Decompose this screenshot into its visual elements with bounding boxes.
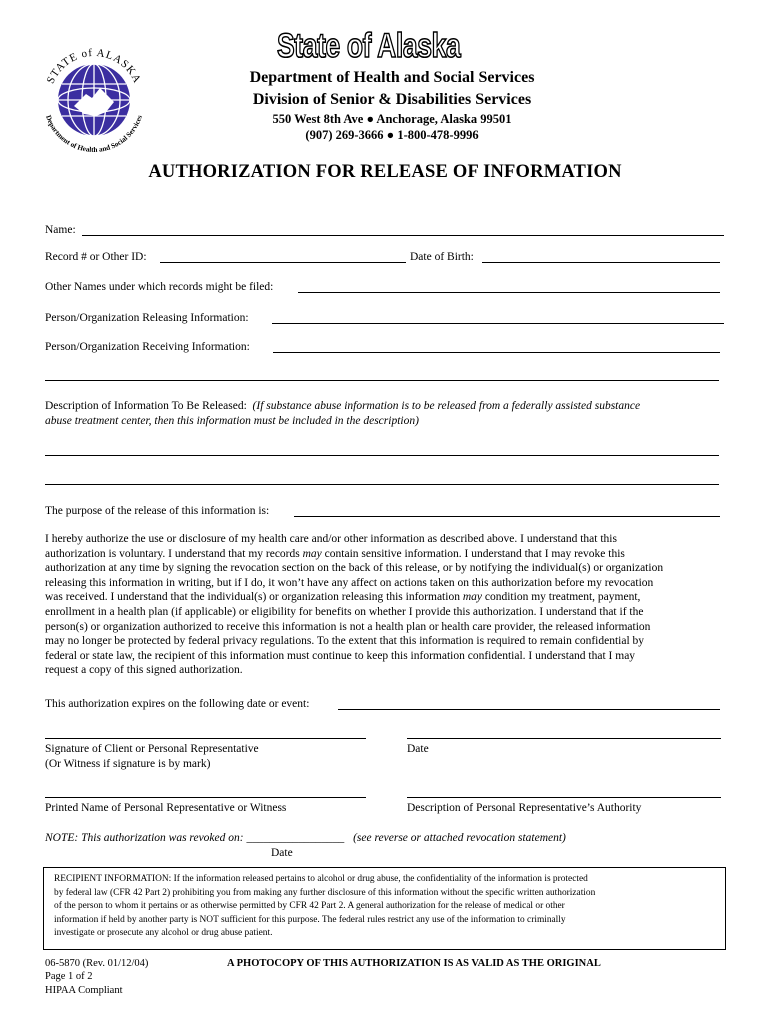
revocation-note: NOTE: This authorization was revoked on: _________________ (see reverse or attached revocation statement) bbox=[45, 832, 566, 844]
state-seal bbox=[34, 40, 154, 160]
receiving-field-continued[interactable] bbox=[45, 380, 719, 381]
authority-label: Description of Personal Representative’s Authority bbox=[407, 802, 642, 814]
releasing-label: Person/Organization Releasing Information: bbox=[45, 312, 249, 324]
date-of-birth-label: Date of Birth: bbox=[410, 251, 474, 263]
form-title: AUTHORIZATION FOR RELEASE OF INFORMATION bbox=[148, 162, 622, 182]
receiving-label: Person/Organization Receiving Information: bbox=[45, 341, 250, 353]
name-field[interactable] bbox=[82, 235, 724, 236]
printed-name-label: Printed Name of Personal Representative or Witness bbox=[45, 802, 287, 814]
signature-date-label: Date bbox=[407, 743, 429, 755]
printed-name-field[interactable] bbox=[45, 797, 366, 798]
consent-paragraph: I hereby authorize the use or disclosure of my health care and/or other information as described above. I understand that this authorization is voluntary. I understand that my records may contain sensitive information. I understand that I may revoke this authorization at any time by signing the revocation section on the back of this release, or by notifying the individual(s) or organization releasing this information in writing, but if I do, it won’t have any affect on actions taken on this authorization before my revocation was received. I understand that the individual(s) or organization releasing this information may condition my treatment, payment, enrollment in a health plan (if applicable) or eligibility for benefits on whether I provide this authorization. I understand that if the person(s) or organization authorized to receive this information is not a health plan or health care provider, the released information may no longer be protected by federal privacy regulations. To the extent that this information is required to remain confidential by federal or state law, the recipient of this information must continue to keep this information confidential. I understand that I may request a copy of this signed authorization. bbox=[45, 533, 664, 677]
revocation-date-field[interactable]: _________________ bbox=[246, 832, 345, 844]
date-of-birth-field[interactable] bbox=[482, 262, 720, 263]
description-field-2[interactable] bbox=[45, 484, 719, 485]
description-note: (If substance abuse information is to be released from a federally assisted substance bbox=[252, 400, 641, 412]
seal-graphic bbox=[34, 40, 154, 160]
seal-top-text: STATE of ALASKA bbox=[44, 46, 144, 86]
authority-field[interactable] bbox=[407, 797, 721, 798]
expires-label: This authorization expires on the following date or event: bbox=[45, 698, 310, 710]
revocation-date-label: Date bbox=[271, 847, 293, 859]
recipient-line-2: by federal law (CFR 42 Part 2) prohibiting you from making any further disclosure of this information without the specific written authorization bbox=[54, 887, 596, 898]
witness-label: (Or Witness if signature is by mark) bbox=[45, 758, 211, 770]
releasing-field[interactable] bbox=[272, 323, 724, 324]
page-number: Page 1 of 2 bbox=[45, 971, 93, 982]
expires-field[interactable] bbox=[338, 709, 720, 710]
other-names-field[interactable] bbox=[298, 292, 720, 293]
photocopy-notice: A PHOTOCOPY OF THIS AUTHORIZATION IS AS VALID AS THE ORIGINAL bbox=[227, 958, 601, 969]
recipient-line-1: RECIPIENT INFORMATION: If the information released pertains to alcohol or drug abuse, the confidentiality of the information is protected bbox=[54, 874, 588, 884]
signature-field[interactable] bbox=[45, 738, 366, 739]
other-names-label: Other Names under which records might be filed: bbox=[45, 281, 274, 293]
state-title: State of Alaska bbox=[277, 27, 461, 65]
recipient-line-5: investigate or prosecute any alcohol or drug abuse patient. bbox=[54, 928, 273, 939]
form-number: 06-5870 (Rev. 01/12/04) bbox=[45, 958, 149, 969]
recipient-information-box bbox=[43, 867, 726, 950]
description-label: Description of Information To Be Released: (If substance abuse information is to be released from a federally assisted substance bbox=[45, 400, 641, 412]
description-note-2: abuse treatment center, then this information must be included in the description) bbox=[45, 415, 419, 427]
name-label: Name: bbox=[45, 224, 76, 236]
address: 550 West 8th Ave ● Anchorage, Alaska 99501 bbox=[272, 112, 512, 126]
hipaa-compliant: HIPAA Compliant bbox=[45, 985, 123, 996]
purpose-field[interactable] bbox=[294, 516, 720, 517]
purpose-label: The purpose of the release of this information is: bbox=[45, 505, 270, 517]
record-id-field[interactable] bbox=[160, 262, 406, 263]
recipient-line-4: information if held by another party is NOT sufficient for this purpose. The federal rules restrict any use of the information to criminally bbox=[54, 914, 566, 925]
phone-numbers: (907) 269-3666 ● 1-800-478-9996 bbox=[305, 128, 479, 142]
division-name: Division of Senior & Disabilities Services bbox=[252, 91, 532, 108]
description-field-1[interactable] bbox=[45, 455, 719, 456]
signature-date-field[interactable] bbox=[407, 738, 721, 739]
seal-bottom-text: Department of Health and Social Services bbox=[44, 114, 144, 155]
recipient-line-3: of the person to whom it pertains or as otherwise permitted by CFR 42 Part 2. A general authorization for the release of medical or other bbox=[54, 901, 565, 912]
signature-label: Signature of Client or Personal Representative bbox=[45, 743, 259, 755]
receiving-field[interactable] bbox=[273, 352, 720, 353]
record-id-label: Record # or Other ID: bbox=[45, 251, 147, 263]
